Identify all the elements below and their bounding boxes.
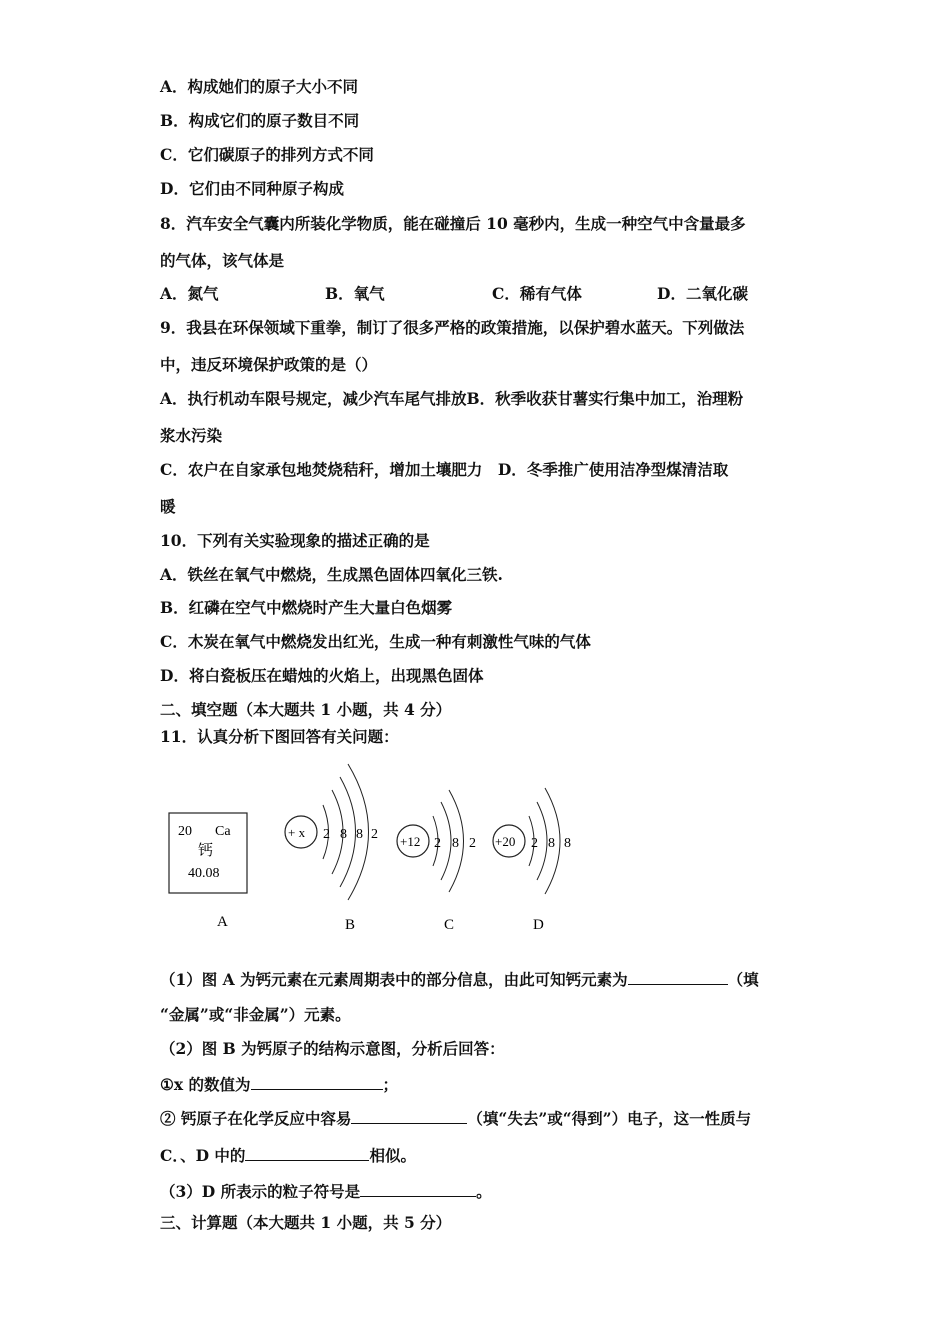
figure-b-nucleus-charge: + x [288, 825, 306, 840]
figure-d-shell-2-electrons: 8 [548, 836, 555, 851]
q11-lose-gain-blank[interactable] [351, 1107, 467, 1124]
q11-x-value-blank[interactable] [251, 1073, 383, 1090]
figure-d-shell-1-electrons: 2 [531, 836, 538, 851]
q8-option-b: B．氧气 [325, 284, 385, 303]
figure-a-name: 钙 [198, 843, 214, 859]
figure-b-label: B [345, 917, 356, 933]
q9-options-cd-line1: C．农户在自家承包地焚烧秸秆，增加土壤肥力 D．冬季推广使用洁净型煤清洁取 [160, 460, 729, 479]
q11-part2-3-text: C．、D 中的 [160, 1146, 246, 1165]
q9-stem-line2: 中，违反环境保护政策的是（） [160, 355, 378, 374]
figure-c-shell-2-electrons: 8 [452, 836, 459, 851]
q11-figure [160, 760, 600, 940]
q11-particle-symbol-blank[interactable] [360, 1180, 476, 1197]
figure-d-shell-2 [537, 802, 547, 880]
q11-part2-1-end: ； [382, 1075, 399, 1094]
figure-b-shell-3-electrons: 8 [356, 827, 363, 842]
figure-d-shell-3-electrons: 8 [564, 836, 571, 851]
q11-part2-1 [160, 1073, 398, 1095]
figure-c-shell-1-electrons: 2 [434, 836, 441, 851]
q11-part2-2-hint: （填“失去”或“得到”）电子，这一性质与 [467, 1109, 752, 1128]
q9-options-ab-line2: 浆水污染 [160, 426, 223, 445]
q10-option-c: C．木炭在氧气中燃烧发出红光，生成一种有刺激性气味的气体 [160, 632, 591, 651]
figure-b-shell-4-electrons: 2 [371, 827, 378, 842]
figure-a-element-cell [169, 813, 247, 930]
q9-options-ab-line1: A．执行机动车限号规定，减少汽车尾气排放B．秋季收获甘薯实行集中加工，治理粉 [160, 389, 744, 408]
figure-a-atomic-number: 20 [178, 824, 192, 839]
figure-b-atom-diagram [285, 764, 378, 933]
q7-option-a: A．构成她们的原子大小不同 [160, 77, 359, 96]
q11-part1-answer-blank[interactable] [628, 968, 728, 985]
q11-part2: （2）图 B 为钙原子的结构示意图，分析后回答： [160, 1039, 505, 1058]
q11-part1-hint: （填 [727, 970, 759, 989]
figure-c-nucleus-charge: +12 [400, 834, 421, 849]
q11-part3 [160, 1180, 492, 1202]
figure-c-shell-3-electrons: 2 [469, 836, 476, 851]
figure-b-shell-2-electrons: 8 [340, 827, 347, 842]
q11-part2-2 [160, 1107, 751, 1129]
q11-stem: 11．认真分析下图回答有关问题： [160, 727, 399, 746]
q11-similar-blank[interactable] [245, 1144, 369, 1161]
q11-part3-end: 。 [476, 1182, 492, 1201]
q8-stem-line1: 8．汽车安全气囊内所装化学物质，能在碰撞后 10 毫秒内，生成一种空气中含量最多 [160, 214, 746, 233]
q8-stem-line2: 的气体，该气体是 [160, 251, 285, 270]
q11-part2-1-text: ①x 的数值为 [160, 1075, 251, 1094]
section-2-heading: 二、填空题（本大题共 1 小题，共 4 分） [160, 700, 452, 719]
q11-part1-text: （1）图 A 为钙元素在元素周期表中的部分信息，由此可知钙元素为 [160, 970, 628, 989]
q11-part1-line2: “金属”或“非金属”）元素。 [160, 1005, 351, 1024]
figure-d-atom-diagram [493, 788, 571, 933]
q10-stem: 10．下列有关实验现象的描述正确的是 [160, 531, 430, 550]
figure-a-mass: 40.08 [188, 866, 220, 881]
q11-part1-line1 [160, 968, 759, 990]
figure-c-shell-2 [441, 802, 451, 880]
q7-option-c: C．它们碳原子的排列方式不同 [160, 145, 374, 164]
figure-b-shell-1-electrons: 2 [323, 827, 330, 842]
q9-stem-line1: 9．我县在环保领域下重拳，制订了很多严格的政策措施，以保护碧水蓝天。下列做法 [160, 318, 745, 337]
figure-c-atom-diagram [397, 790, 476, 933]
q9-options-cd-line2: 暖 [160, 497, 176, 516]
section-3-heading: 三、计算题（本大题共 1 小题，共 5 分） [160, 1213, 452, 1232]
q11-part2-3 [160, 1144, 416, 1166]
figure-a-label: A [217, 914, 228, 930]
q11-part2-3-end: 相似。 [369, 1146, 416, 1165]
q7-option-d: D．它们由不同种原子构成 [160, 179, 344, 198]
q10-option-a: A．铁丝在氧气中燃烧，生成黑色固体四氧化三铁. [160, 565, 503, 584]
figure-d-nucleus-charge: +20 [495, 834, 516, 849]
figure-c-label: C [444, 917, 455, 933]
q11-part2-2-text: ② 钙原子在化学反应中容易 [160, 1109, 352, 1128]
q11-part3-text: （3）D 所表示的粒子符号是 [160, 1182, 361, 1201]
q10-option-d: D．将白瓷板压在蜡烛的火焰上，出现黑色固体 [160, 666, 484, 685]
q8-option-c: C．稀有气体 [492, 284, 582, 303]
q8-option-d: D．二氧化碳 [657, 284, 748, 303]
figure-d-label: D [533, 917, 544, 933]
q10-option-b: B．红磷在空气中燃烧时产生大量白色烟雾 [160, 598, 453, 617]
q7-option-b: B．构成它们的原子数目不同 [160, 111, 360, 130]
q8-option-a: A．氮气 [160, 284, 219, 303]
figure-a-symbol: Ca [215, 824, 231, 839]
